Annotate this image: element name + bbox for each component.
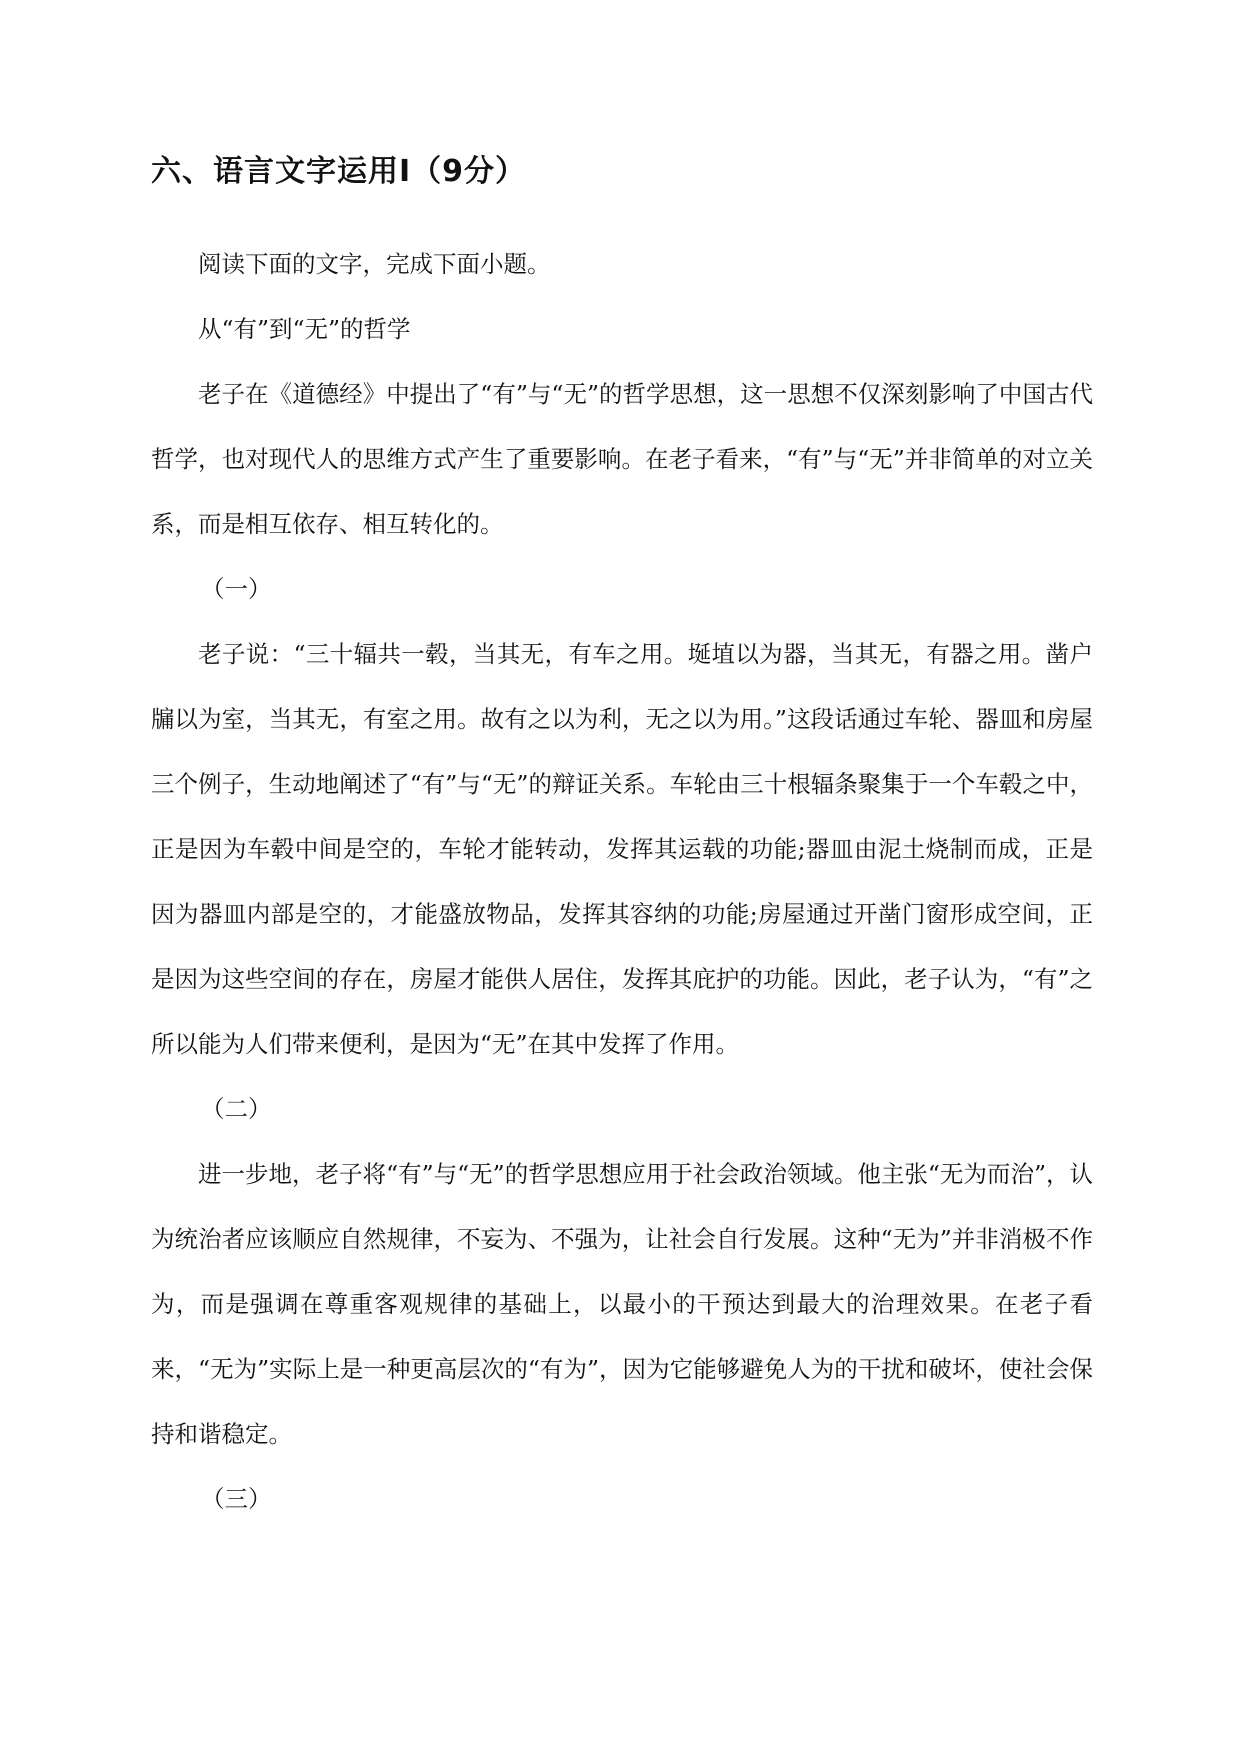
part-marker-one: （一） xyxy=(201,575,272,603)
paragraph-part-one: 老子说：“三十辐共一毂，当其无，有车之用。埏埴以为器，当其无，有器之用。凿户牖以为室，当其无，有室之用。故有之以为利，无之以为用。”这段话通过车轮、器皿和房屋三个例子，生动地阐述了“有”与“无”的辩证关系。车轮由三十根辐条聚集于一个车毂之中，正是因为车毂中间是空的，车轮才能转动，发挥其运载的功能;器皿由泥土烧制而成，正是因为器皿内部是空的，才能盛放物品，发挥其容纳的功能;房屋通过开凿门窗形成空间，正是因为这些空间的存在，房屋才能供人居住，发挥其庇护的功能。因此，老子认为，“有”之所以能为人们带来便利，是因为“无”在其中发挥了作用。 xyxy=(151,640,1093,1058)
reading-instruction: 阅读下面的文字，完成下面小题。 xyxy=(198,250,551,278)
part-marker-two: （二） xyxy=(201,1095,272,1123)
paragraph-part-two: 进一步地，老子将“有”与“无”的哲学思想应用于社会政治领域。他主张“无为而治”，认为统治者应该顺应自然规律，不妄为、不强为，让社会自行发展。这种“无为”并非消极不作为，而是强调在尊重客观规律的基础上，以最小的干预达到最大的治理效果。在老子看来，“无为”实际上是一种更高层次的“有为”，因为它能够避免人为的干扰和破坏，使社会保持和谐稳定。 xyxy=(151,1160,1093,1448)
part-marker-three: （三） xyxy=(201,1485,272,1513)
section-heading: 六、语言文字运用Ⅰ（9分） xyxy=(151,154,527,189)
paragraph-intro: 老子在《道德经》中提出了“有”与“无”的哲学思想，这一思想不仅深刻影响了中国古代哲学，也对现代人的思维方式产生了重要影响。在老子看来，“有”与“无”并非简单的对立关系，而是相互依存、相互转化的。 xyxy=(151,380,1093,538)
passage-body xyxy=(151,232,1093,1532)
article-title: 从“有”到“无”的哲学 xyxy=(198,315,411,343)
